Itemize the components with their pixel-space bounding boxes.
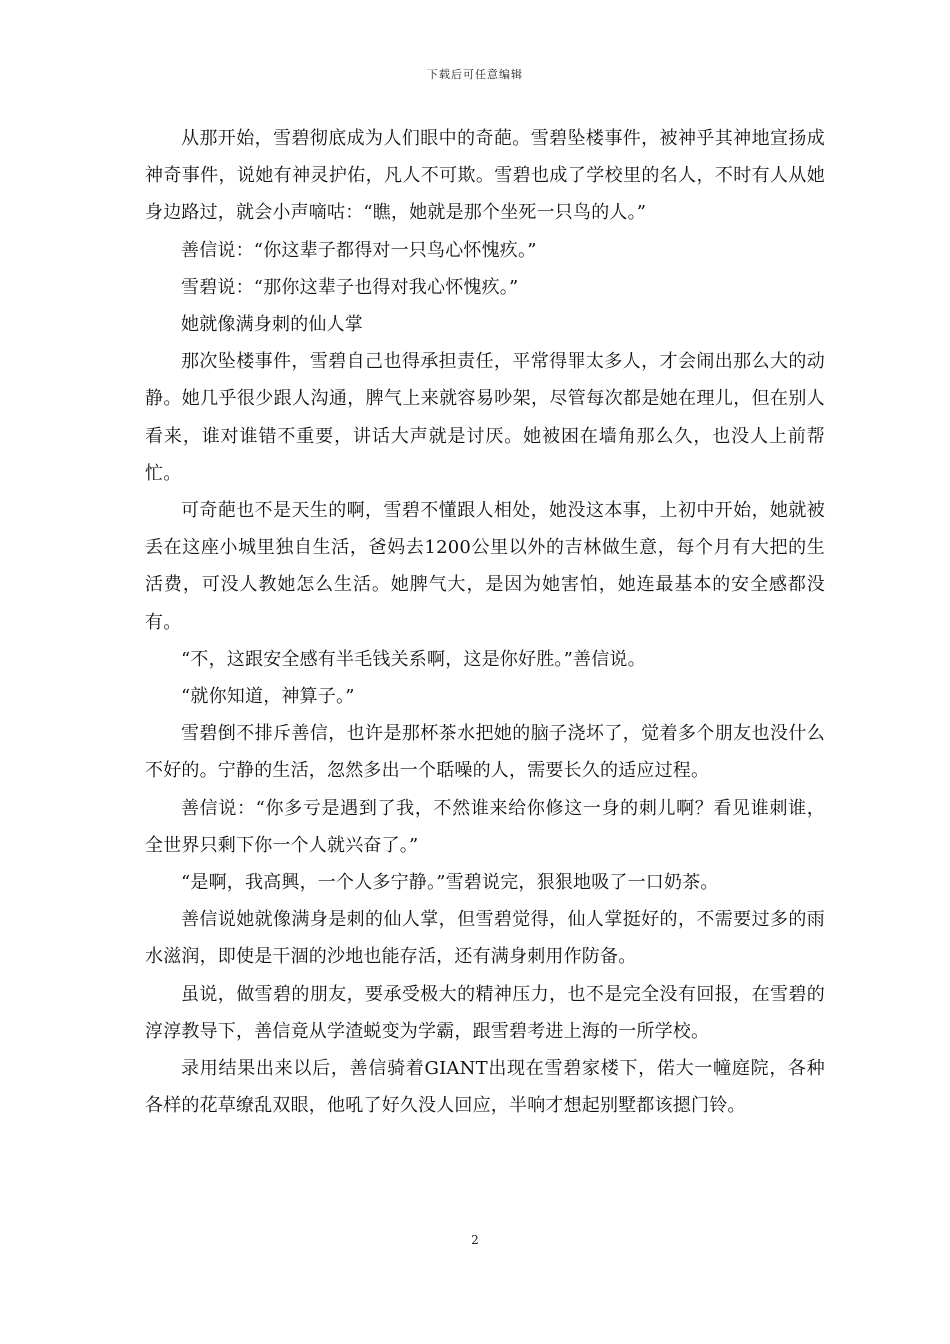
paragraph: 善信说她就像满身是刺的仙人掌，但雪碧觉得，仙人掌挺好的，不需要过多的雨水滋润，即使是干涸的沙地也能存活，还有满身刺用作防备。	[145, 909, 825, 968]
paragraph: 雪碧说：“那你这辈子也得对我心怀愧疚。”	[181, 276, 519, 298]
page-header: 下载后可任意编辑	[427, 68, 523, 81]
paragraph: 从那开始，雪碧彻底成为人们眼中的奇葩。雪碧坠楼事件，被神乎其神地宣扬成神奇事件，说她有神灵护佑，凡人不可欺。雪碧也成了学校里的名人，不时有人从她身边路过，就会小声嘀咕：“瞧，她就是那个坐死一只鸟的人。”	[145, 128, 825, 224]
paragraph: 善信说：“你多亏是遇到了我，不然谁来给你修这一身的刺儿啊？看见谁刺谁，全世界只剩下你一个人就兴奋了。”	[145, 797, 825, 856]
page-number: 2	[471, 1233, 479, 1247]
paragraph: “就你知道，神算子。”	[181, 686, 355, 708]
paragraph: “是啊，我高興，一个人多宁静。”雪碧说完，狠狠地吸了一口奶茶。	[181, 872, 719, 894]
paragraph: 雪碧倒不排斥善信，也许是那杯茶水把她的脑子浇坏了，觉着多个朋友也没什么不好的。宁静的生活，忽然多出一个聒噪的人，需要长久的适应过程。	[145, 723, 825, 782]
paragraph: 可奇葩也不是天生的啊，雪碧不懂跟人相处，她没这本事，上初中开始，她就被丢在这座小城里独自生活，爸妈去1200公里以外的吉林做生意，每个月有大把的生活费，可没人教她怎么生活。她脾气大，是因为她害怕，她连最基本的安全感都没有。	[145, 500, 825, 633]
paragraph: “不，这跟安全感有半毛钱关系啊，这是你好胜。”善信说。	[181, 648, 646, 670]
section-heading: 她就像满身刺的仙人掌	[181, 314, 363, 336]
paragraph: 那次坠楼事件，雪碧自己也得承担责任，平常得罪太多人，才会闹出那么大的动静。她几乎很少跟人沟通，脾气上来就容易吵架，尽管每次都是她在理儿，但在别人看来，谁对谁错不重要，讲话大声就是讨厌。她被困在墙角那么久，也没人上前帮忙。	[145, 351, 825, 484]
paragraph: 虽说，做雪碧的朋友，要承受极大的精神压力，也不是完全没有回报，在雪碧的淳淳教导下，善信竟从学渣蜕变为学霸，跟雪碧考进上海的一所学校。	[145, 983, 825, 1042]
paragraph: 善信说：“你这辈子都得对一只鸟心怀愧疚。”	[181, 239, 537, 261]
document-body	[145, 120, 825, 1124]
paragraph: 录用结果出来以后，善信骑着GIANT出现在雪碧家楼下，偌大一幢庭院，各种各样的花草缭乱双眼，他吼了好久没人回应，半响才想起别墅都该摁门铃。	[145, 1058, 825, 1117]
